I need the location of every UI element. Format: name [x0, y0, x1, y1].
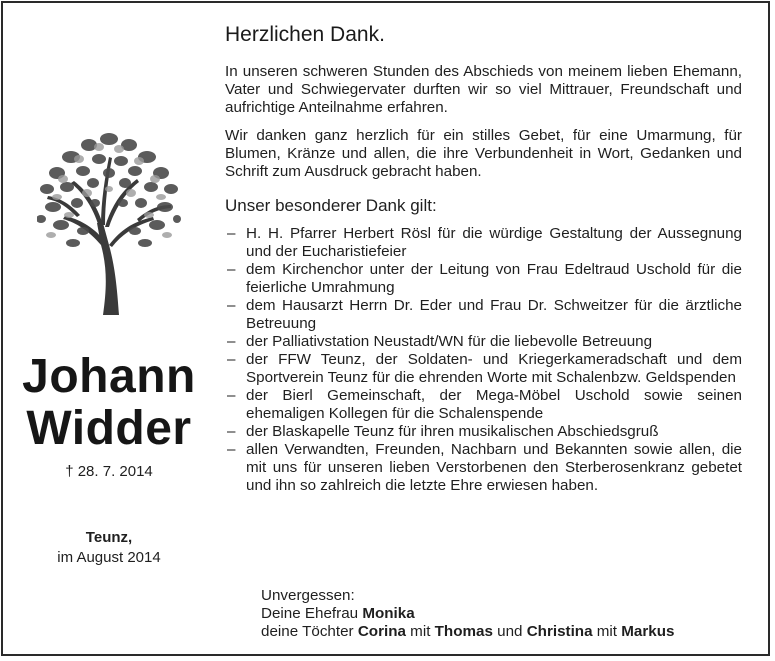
wife-name: Monika: [362, 605, 415, 622]
closing-line-2: Deine Ehefrau Monika: [261, 605, 415, 622]
list-item: – H. H. Pfarrer Herbert Rösl für die würdige Gestaltung der Aussegnung und der Eucharistiefeier: [227, 225, 742, 260]
obituary-notice: [1, 1, 770, 656]
dash-bullet: –: [227, 297, 236, 314]
dash-bullet: –: [227, 225, 236, 242]
list-item: – allen Verwandten, Freunden, Nachbarn und Bekannten sowie allen, die mit uns für unseren lieben Verstorbenen den Sterberosenkranz gebetet und ihn so zahlreich die letzte Ehre erwiesen haben.: [227, 441, 742, 494]
tree-icon: [37, 127, 181, 315]
closing-signature: [261, 587, 674, 641]
date-line: im August 2014: [57, 549, 161, 566]
dash-bullet: –: [227, 423, 236, 440]
closing-line-3: deine Töchter Corina mit Thomas und Christina mit Markus: [261, 623, 675, 640]
dash-bullet: –: [227, 441, 236, 458]
list-item: – der Blaskapelle Teunz für ihren musikalischen Abschiedsgruß: [227, 423, 659, 440]
closing-line-1: Unvergessen:: [261, 587, 355, 604]
dash-bullet: –: [227, 333, 236, 350]
list-item: – der Bierl Gemeinschaft, der Mega-Möbel Uschold sowie seinen ehemaligen Kollegen für die Schalenspende: [227, 387, 742, 422]
thanks-list: [225, 225, 742, 495]
thanks-subheading: Unser besonderer Dank gilt:: [225, 196, 437, 215]
right-column: [225, 21, 742, 495]
list-item: – der FFW Teunz, der Soldaten- und Kriegerkameradschaft und dem Sportverein Teunz für die ehrenden Worte mit Schalenbzw. Geldspenden: [227, 351, 742, 386]
left-column: [3, 3, 215, 654]
deceased-first-name: Johann: [22, 350, 196, 403]
list-item: – dem Hausarzt Herrn Dr. Eder und Frau Dr. Schweitzer für die ärztliche Betreuung: [227, 297, 742, 332]
list-item: – der Palliativstation Neustadt/WN für die liebevolle Betreuung: [227, 333, 653, 350]
paragraph-1: In unseren schweren Stunden des Abschieds von meinem lieben Ehemann, Vater und Schwiegervater durften wir so viel Mittrauer, Freundschaft und aufrichtige Anteilnahme erfahren.: [225, 63, 742, 116]
notice-title: Herzlichen Dank.: [225, 23, 385, 46]
death-date: † 28. 7. 2014: [65, 463, 153, 480]
deceased-last-name: Widder: [26, 402, 192, 455]
dash-bullet: –: [227, 261, 236, 278]
list-item: – dem Kirchenchor unter der Leitung von Frau Edeltraud Uschold für die feierliche Umrahmung: [227, 261, 742, 296]
dash-bullet: –: [227, 351, 236, 368]
place: Teunz,: [85, 529, 133, 546]
paragraph-2: Wir danken ganz herzlich für ein stilles Gebet, für eine Umarmung, für Blumen, Kränze und allen, die ihre Verbundenheit in Wort, Gedanken und Schrift zum Ausdruck gebracht haben.: [225, 127, 742, 180]
dash-bullet: –: [227, 387, 236, 404]
place-date: [3, 528, 215, 568]
